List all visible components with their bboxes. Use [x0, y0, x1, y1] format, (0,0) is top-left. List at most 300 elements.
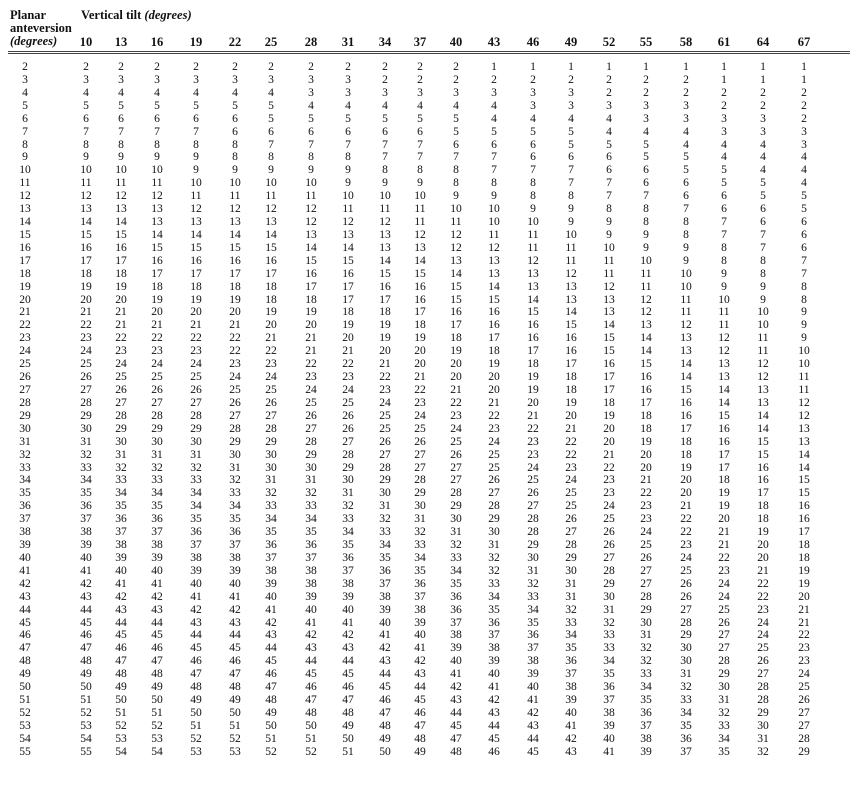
table-cell: 12	[488, 240, 500, 254]
table-cell: 41	[450, 667, 462, 681]
table-cell: 50	[190, 706, 202, 719]
table-cell: 15	[640, 357, 652, 371]
table-cell: 44	[342, 654, 354, 668]
table-cell: 32	[151, 460, 163, 474]
table-cell: 41	[229, 589, 241, 603]
table-cell: 20	[718, 512, 730, 526]
table-cell: 44	[488, 718, 500, 732]
table-cell: 31	[680, 667, 692, 681]
table-cell: 12	[450, 227, 462, 241]
row-label: 44	[19, 602, 31, 616]
table-cell: 13	[527, 266, 539, 280]
table-cell: 22	[379, 370, 391, 384]
table-cell: 26	[640, 550, 652, 564]
table-cell: 9	[382, 176, 388, 190]
table-cell: 51	[265, 731, 277, 745]
table-cell: 1	[530, 60, 536, 73]
table-cell: 16	[718, 421, 730, 435]
table-cell: 16	[798, 512, 810, 526]
table-cell: 23	[757, 602, 769, 616]
table-cell: 52	[151, 718, 163, 732]
table-cell: 45	[488, 731, 500, 745]
table-cell: 51	[342, 744, 354, 758]
table-cell: 16	[757, 473, 769, 487]
table-cell: 41	[488, 680, 500, 694]
table-cell: 18	[265, 279, 277, 293]
table-cell: 41	[151, 576, 163, 590]
table-cell: 7	[760, 240, 766, 254]
table-cell: 15	[718, 408, 730, 422]
table-cell: 47	[379, 706, 391, 719]
row-label: 5	[22, 98, 28, 112]
table-cell: 5	[83, 98, 89, 112]
table-cell: 14	[488, 279, 500, 293]
table-cell: 41	[80, 563, 92, 577]
table-cell: 19	[488, 357, 500, 371]
table-cell: 34	[680, 706, 692, 719]
column-header: 43	[487, 35, 501, 49]
table-cell: 11	[450, 215, 462, 229]
table-cell: 32	[718, 706, 730, 719]
table-cell: 19	[151, 292, 163, 306]
row-label: 7	[22, 124, 28, 138]
table-cell: 39	[565, 693, 577, 707]
table-cell: 20	[640, 447, 652, 461]
table-cell: 13	[229, 215, 241, 229]
table-cell: 24	[305, 383, 317, 396]
table-cell: 29	[757, 706, 769, 719]
table-cell: 8	[760, 253, 766, 267]
table-cell: 5	[683, 150, 689, 164]
table-cell: 20	[342, 331, 354, 345]
table-cell: 16	[190, 253, 202, 267]
table-cell: 5	[683, 163, 689, 177]
table-cell: 15	[450, 292, 462, 306]
table-cell: 29	[718, 667, 730, 681]
table-cell: 6	[683, 189, 689, 203]
table-cell: 37	[680, 744, 692, 758]
table-cell: 18	[151, 279, 163, 293]
table-cell: 12	[798, 408, 810, 422]
table-cell: 50	[342, 731, 354, 745]
table-cell: 20	[488, 370, 500, 384]
table-cell: 36	[680, 731, 692, 745]
table-cell: 24	[379, 395, 391, 409]
table-cell: 39	[488, 654, 500, 668]
table-cell: 11	[798, 370, 810, 384]
table-cell: 14	[640, 344, 652, 358]
table-cell: 41	[565, 718, 577, 732]
table-cell: 31	[757, 731, 769, 745]
table-cell: 21	[151, 318, 163, 332]
table-cell: 32	[603, 615, 615, 629]
row-label: 16	[19, 240, 31, 254]
table-cell: 8	[232, 137, 238, 151]
table-cell: 9	[683, 253, 689, 267]
table-cell: 13	[603, 305, 615, 319]
table-cell: 23	[190, 344, 202, 358]
table-cell: 2	[801, 111, 807, 125]
row-label: 53	[19, 718, 31, 732]
table-cell: 49	[265, 706, 277, 719]
table-cell: 13	[115, 202, 127, 216]
table-cell: 5	[721, 176, 727, 190]
table-cell: 10	[603, 240, 615, 254]
table-cell: 11	[527, 240, 539, 254]
table-cell: 25	[265, 383, 277, 396]
table-cell: 20	[151, 305, 163, 319]
table-cell: 48	[414, 731, 426, 745]
table-cell: 6	[801, 227, 807, 241]
table-cell: 36	[305, 538, 317, 552]
table-cell: 33	[305, 499, 317, 513]
table-cell: 51	[80, 693, 92, 707]
table-cell: 26	[229, 395, 241, 409]
table-cell: 5	[568, 124, 574, 138]
table-cell: 15	[757, 434, 769, 448]
table-cell: 42	[379, 641, 391, 655]
table-cell: 20	[190, 305, 202, 319]
table-cell: 38	[190, 550, 202, 564]
table-cell: 21	[603, 447, 615, 461]
table-cell: 22	[565, 447, 577, 461]
table-cell: 17	[379, 292, 391, 306]
table-cell: 31	[527, 563, 539, 577]
table-cell: 21	[229, 318, 241, 332]
table-cell: 19	[450, 344, 462, 358]
table-cell: 38	[80, 525, 92, 539]
table-cell: 45	[342, 667, 354, 681]
table-cell: 28	[342, 447, 354, 461]
table-cell: 5	[801, 189, 807, 203]
table-cell: 33	[115, 473, 127, 487]
table-cell: 28	[190, 408, 202, 422]
table-cell: 37	[379, 576, 391, 590]
table-cell: 8	[683, 227, 689, 241]
table-cell: 23	[80, 331, 92, 345]
table-cell: 32	[640, 654, 652, 668]
row-label: 24	[19, 344, 31, 358]
table-cell: 3	[345, 72, 351, 86]
table-cell: 2	[721, 98, 727, 112]
table-cell: 15	[798, 486, 810, 500]
table-cell: 8	[643, 215, 649, 229]
table-cell: 45	[379, 680, 391, 694]
table-cell: 18	[527, 357, 539, 371]
table-cell: 21	[757, 563, 769, 577]
table-cell: 31	[115, 447, 127, 461]
table-cell: 22	[798, 628, 810, 642]
table-cell: 41	[265, 602, 277, 616]
table-cell: 37	[115, 525, 127, 539]
table-cell: 31	[718, 693, 730, 707]
table-cell: 6	[83, 111, 89, 125]
table-cell: 14	[265, 227, 277, 241]
table-cell: 26	[342, 408, 354, 422]
table-cell: 19	[414, 331, 426, 345]
table-cell: 44	[379, 667, 391, 681]
table-cell: 34	[190, 486, 202, 500]
table-cell: 26	[680, 589, 692, 603]
table-cell: 12	[151, 189, 163, 203]
table-cell: 36	[379, 563, 391, 577]
table-cell: 44	[265, 641, 277, 655]
table-cell: 11	[680, 292, 692, 306]
table-cell: 32	[115, 460, 127, 474]
table-cell: 37	[190, 538, 202, 552]
table-cell: 7	[417, 137, 423, 151]
row-label: 2	[22, 60, 28, 73]
table-cell: 3	[568, 85, 574, 99]
table-cell: 20	[640, 460, 652, 474]
table-cell: 24	[603, 499, 615, 513]
table-cell: 1	[643, 60, 649, 73]
table-cell: 20	[450, 370, 462, 384]
table-cell: 3	[801, 137, 807, 151]
table-cell: 7	[606, 176, 612, 190]
table-cell: 51	[115, 706, 127, 719]
row-label: 55	[19, 744, 31, 758]
table-cell: 27	[718, 641, 730, 655]
row-label: 31	[19, 434, 31, 448]
table-cell: 27	[80, 383, 92, 396]
table-cell: 25	[488, 460, 500, 474]
table-cell: 4	[453, 98, 459, 112]
table-cell: 9	[801, 331, 807, 345]
table-cell: 14	[603, 318, 615, 332]
table-cell: 42	[229, 602, 241, 616]
table-cell: 4	[530, 111, 536, 125]
table-cell: 40	[80, 550, 92, 564]
table-cell: 4	[308, 98, 314, 112]
column-header: 10	[79, 35, 93, 49]
table-cell: 11	[414, 202, 426, 216]
table-cell: 39	[450, 641, 462, 655]
table-cell: 26	[488, 473, 500, 487]
table-cell: 11	[757, 344, 769, 358]
table-cell: 9	[193, 163, 199, 177]
table-cell: 6	[154, 111, 160, 125]
table-cell: 10	[680, 266, 692, 280]
table-cell: 18	[305, 292, 317, 306]
table-cell: 10	[757, 305, 769, 319]
table-cell: 29	[798, 744, 810, 758]
table-cell: 26	[757, 654, 769, 668]
table-cell: 3	[760, 111, 766, 125]
table-cell: 6	[760, 202, 766, 216]
table-cell: 9	[606, 215, 612, 229]
table-cell: 25	[379, 421, 391, 435]
table-cell: 18	[115, 266, 127, 280]
table-cell: 45	[151, 628, 163, 642]
table-cell: 30	[488, 525, 500, 539]
table-cell: 4	[801, 150, 807, 164]
table-cell: 31	[190, 447, 202, 461]
table-cell: 23	[305, 370, 317, 384]
table-cell: 7	[530, 163, 536, 177]
table-cell: 42	[414, 654, 426, 668]
header-rule	[8, 51, 850, 52]
table-cell: 20	[527, 395, 539, 409]
table-cell: 15	[80, 227, 92, 241]
table-cell: 23	[342, 370, 354, 384]
table-cell: 54	[151, 744, 163, 758]
table-cell: 21	[305, 331, 317, 345]
table-cell: 8	[721, 253, 727, 267]
table-cell: 18	[640, 408, 652, 422]
table-cell: 9	[83, 150, 89, 164]
table-cell: 37	[603, 693, 615, 707]
table-cell: 2	[760, 85, 766, 99]
table-cell: 30	[450, 512, 462, 526]
table-cell: 30	[229, 447, 241, 461]
table-cell: 9	[345, 176, 351, 190]
table-cell: 52	[229, 731, 241, 745]
table-cell: 3	[308, 85, 314, 99]
table-cell: 9	[345, 163, 351, 177]
table-cell: 43	[305, 641, 317, 655]
table-cell: 13	[527, 279, 539, 293]
table-cell: 30	[190, 434, 202, 448]
table-cell: 26	[115, 383, 127, 396]
table-cell: 34	[718, 731, 730, 745]
table-cell: 24	[342, 383, 354, 396]
table-cell: 8	[683, 215, 689, 229]
table-cell: 11	[565, 253, 577, 267]
table-cell: 25	[305, 395, 317, 409]
table-cell: 4	[382, 98, 388, 112]
table-cell: 14	[718, 395, 730, 409]
table-cell: 6	[268, 124, 274, 138]
table-cell: 21	[680, 499, 692, 513]
table-cell: 17	[80, 253, 92, 267]
row-label: 41	[19, 563, 31, 577]
table-cell: 24	[450, 421, 462, 435]
table-cell: 21	[190, 318, 202, 332]
table-cell: 42	[151, 589, 163, 603]
row-label: 42	[19, 576, 31, 590]
table-cell: 9	[643, 240, 649, 254]
table-cell: 14	[229, 227, 241, 241]
table-cell: 48	[190, 680, 202, 694]
table-cell: 27	[414, 447, 426, 461]
table-cell: 19	[718, 486, 730, 500]
table-cell: 28	[488, 499, 500, 513]
table-cell: 21	[265, 331, 277, 345]
table-cell: 23	[680, 538, 692, 552]
table-cell: 35	[527, 615, 539, 629]
table-cell: 13	[798, 421, 810, 435]
table-cell: 17	[342, 292, 354, 306]
table-cell: 3	[268, 72, 274, 86]
table-cell: 10	[565, 227, 577, 241]
table-cell: 32	[640, 641, 652, 655]
table-cell: 15	[190, 240, 202, 254]
table-cell: 5	[606, 137, 612, 151]
table-cell: 33	[342, 512, 354, 526]
table-cell: 33	[414, 538, 426, 552]
table-cell: 19	[229, 292, 241, 306]
table-cell: 4	[491, 98, 497, 112]
table-cell: 5	[760, 189, 766, 203]
table-cell: 5	[417, 111, 423, 125]
table-cell: 15	[680, 383, 692, 396]
table-cell: 26	[379, 434, 391, 448]
table-cell: 35	[718, 744, 730, 758]
table-cell: 23	[798, 641, 810, 655]
table-cell: 6	[382, 124, 388, 138]
table-cell: 49	[379, 731, 391, 745]
table-cell: 34	[265, 512, 277, 526]
table-cell: 28	[414, 473, 426, 487]
table-cell: 14	[414, 253, 426, 267]
row-label: 47	[19, 641, 31, 655]
table-cell: 24	[640, 525, 652, 539]
table-cell: 2	[382, 60, 388, 73]
table-cell: 43	[342, 641, 354, 655]
table-cell: 24	[718, 576, 730, 590]
table-cell: 26	[798, 693, 810, 707]
table-cell: 42	[265, 615, 277, 629]
table-cell: 39	[603, 718, 615, 732]
table-cell: 21	[798, 615, 810, 629]
table-cell: 11	[190, 189, 202, 203]
table-cell: 10	[414, 189, 426, 203]
table-cell: 48	[450, 744, 462, 758]
table-cell: 17	[798, 525, 810, 539]
table-cell: 10	[190, 176, 202, 190]
table-cell: 26	[527, 486, 539, 500]
table-cell: 5	[308, 111, 314, 125]
table-cell: 7	[491, 150, 497, 164]
table-cell: 9	[568, 202, 574, 216]
table-cell: 34	[80, 473, 92, 487]
table-cell: 43	[565, 744, 577, 758]
table-cell: 16	[342, 266, 354, 280]
table-cell: 19	[342, 318, 354, 332]
table-cell: 23	[151, 344, 163, 358]
table-cell: 10	[151, 163, 163, 177]
table-cell: 25	[115, 370, 127, 384]
table-cell: 13	[757, 383, 769, 396]
table-cell: 19	[718, 499, 730, 513]
row-label: 18	[19, 266, 31, 280]
table-cell: 25	[151, 370, 163, 384]
column-header: 16	[150, 35, 164, 49]
table-cell: 6	[643, 176, 649, 190]
table-cell: 4	[683, 124, 689, 138]
table-cell: 29	[305, 447, 317, 461]
table-cell: 9	[268, 163, 274, 177]
table-cell: 14	[680, 357, 692, 371]
table-cell: 2	[345, 60, 351, 73]
row-label: 51	[19, 693, 31, 707]
table-cell: 8	[643, 202, 649, 216]
table-cell: 12	[80, 189, 92, 203]
table-cell: 6	[721, 189, 727, 203]
table-cell: 38	[488, 641, 500, 655]
table-cell: 13	[718, 370, 730, 384]
table-cell: 50	[305, 718, 317, 732]
table-cell: 13	[414, 240, 426, 254]
table-cell: 43	[527, 718, 539, 732]
row-label: 40	[19, 550, 31, 564]
table-cell: 16	[305, 266, 317, 280]
table-cell: 29	[450, 499, 462, 513]
table-cell: 7	[308, 137, 314, 151]
table-cell: 13	[488, 253, 500, 267]
table-cell: 33	[450, 550, 462, 564]
